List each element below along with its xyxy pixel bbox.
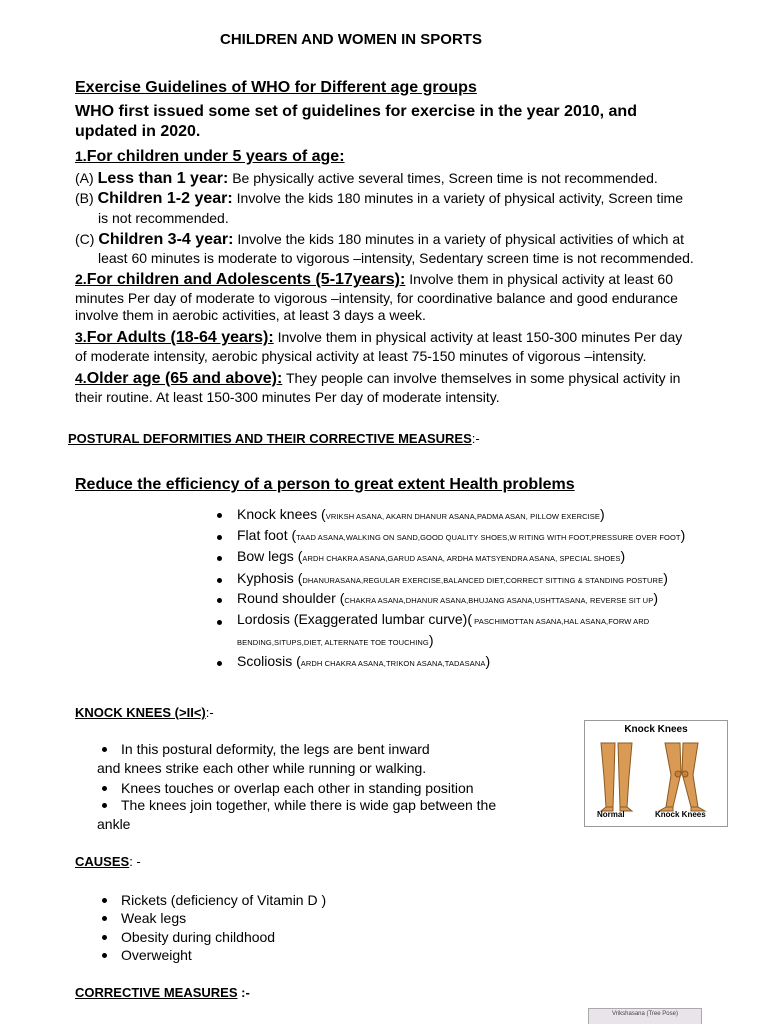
- bullet: [217, 513, 222, 518]
- legs-graphic: [585, 737, 727, 817]
- section-3: [75, 329, 682, 346]
- causes-heading-line: [75, 853, 141, 870]
- deformity-close: ): [428, 632, 434, 648]
- cause-item: Overweight: [121, 947, 192, 963]
- deformity-close: ): [600, 506, 605, 522]
- label-knock-knees: Knock Knees: [655, 810, 706, 819]
- deformity-name: Round shoulder (: [237, 590, 345, 606]
- item-c: [75, 231, 684, 248]
- section-3-heading: For Adults (18-64 years):: [86, 329, 274, 346]
- tree-pose-caption: Vrikshasana (Tree Pose): [612, 1011, 678, 1017]
- knock-point-3-cont: ankle: [97, 816, 131, 832]
- bullet: [217, 598, 222, 603]
- deformity-name: Knock knees (: [237, 506, 326, 522]
- deformity-close: ): [620, 548, 626, 564]
- section-4-number: 4.: [75, 370, 87, 386]
- deformity-item: [237, 611, 649, 630]
- item-b-heading: Children 1-2 year:: [97, 190, 233, 207]
- bullet: [102, 916, 107, 921]
- bullet: [102, 898, 107, 903]
- tree-pose-illustration: [588, 1008, 702, 1024]
- bullet: [102, 935, 107, 940]
- section-3-text: Involve them in physical activity at least 150-300 minutes Per day: [277, 329, 683, 345]
- cause-item: Weak legs: [121, 910, 187, 926]
- deformity-detail: CHAKRA ASANA,DHANUR ASANA,BHUJANG ASANA,USHTTASANA, REVERSE SIT UP: [344, 596, 654, 605]
- section-2: [75, 271, 673, 288]
- causes-suffix: : -: [129, 854, 141, 869]
- section-1-heading: For children under 5 years of age:: [86, 148, 345, 165]
- illustration-title: Knock Knees: [624, 724, 688, 735]
- item-a-text: Be physically active several times, Screen time is not recommended.: [232, 170, 658, 186]
- deformity-close: ): [680, 527, 686, 543]
- who-intro-line2: updated in 2020.: [75, 123, 201, 140]
- item-b-label: (B): [75, 190, 94, 206]
- postural-heading: POSTURAL DEFORMITIES AND THEIR CORRECTIVE MEASURES: [68, 431, 472, 446]
- item-c-text: Involve the kids 180 minutes in a variety of physical activities of which at: [237, 231, 685, 247]
- knock-point-1-cont: and knees strike each other while running or walking.: [97, 760, 427, 776]
- who-heading: Exercise Guidelines of WHO for Different age groups: [75, 79, 477, 96]
- item-a-label: (A): [75, 170, 94, 186]
- bullet: [217, 556, 222, 561]
- deformity-item: [237, 527, 685, 546]
- normal-right-leg: [618, 743, 632, 807]
- section-2-text-3: involve them in aerobic activities, at least 3 days a week.: [75, 307, 426, 323]
- bullet: [102, 786, 107, 791]
- normal-left-leg: [601, 743, 615, 807]
- deformity-detail: ARDH CHAKRA ASANA,GARUD ASANA, ARDHA MATSYENDRA ASANA, SPECIAL SHOES: [302, 554, 621, 563]
- deformity-detail: BENDING,SITUPS,DIET, ALTERNATE TOE TOUCHING: [237, 638, 429, 647]
- bullet: [102, 747, 107, 752]
- deformity-close: ): [653, 590, 658, 606]
- item-b-text-cont: is not recommended.: [98, 210, 229, 226]
- corrective-heading: CORRECTIVE MEASURES: [75, 985, 238, 1000]
- deformity-item: [237, 570, 668, 589]
- bullet: [102, 953, 107, 958]
- postural-heading-suffix: :-: [471, 431, 480, 446]
- section-4-text: They people can involve themselves in some physical activity in: [285, 370, 681, 386]
- section-1: [75, 148, 345, 165]
- causes-heading: CAUSES: [75, 854, 130, 869]
- item-c-text-cont: least 60 minutes is moderate to vigorous –intensity, Sedentary screen time is not recommended.: [98, 250, 694, 266]
- knock-knees-suffix: :-: [205, 705, 214, 720]
- section-4-text-2: their routine. At least 150-300 minutes Per day of moderate intensity.: [75, 389, 500, 405]
- knock-point-2: Knees touches or overlap each other in standing position: [121, 780, 474, 796]
- bullet: [217, 578, 222, 583]
- deformity-item: [237, 548, 625, 567]
- section-2-number: 2.: [75, 271, 87, 287]
- knock-point-3: The knees join together, while there is wide gap between the: [121, 797, 497, 813]
- who-intro-line1: WHO first issued some set of guidelines for exercise in the year 2010, and: [75, 103, 637, 120]
- knock-knees-heading: KNOCK KNEES (>II<): [75, 705, 206, 720]
- item-b-text: Involve the kids 180 minutes in a variety of physical activity, Screen time: [236, 190, 683, 206]
- item-b: [75, 190, 683, 207]
- bullet: [217, 661, 222, 666]
- bullet: [217, 535, 222, 540]
- deformity-detail: PASCHIMOTTAN ASANA,HAL ASANA,FORW ARD: [472, 617, 650, 626]
- item-c-heading: Children 3-4 year:: [98, 231, 234, 248]
- item-a: [75, 170, 658, 187]
- bullet: [217, 620, 222, 625]
- section-2-text: Involve them in physical activity at least 60: [409, 271, 673, 287]
- deformity-detail: VRIKSH ASANA, AKARN DHANUR ASANA,PADMA ASAN, PILLOW EXERCISE: [325, 512, 600, 521]
- postural-heading-line: [68, 430, 480, 447]
- section-4-heading: Older age (65 and above):: [86, 370, 283, 387]
- deformity-name: Flat foot (: [237, 527, 297, 543]
- deformity-detail: DHANURASANA,REGULAR EXERCISE,BALANCED DIET,CORRECT SITTING & STANDING POSTURE: [302, 576, 664, 585]
- deformity-detail: ARDH CHAKRA ASANA,TRIKON ASANA,TADASANA: [300, 659, 486, 668]
- section-4: [75, 370, 680, 387]
- item-a-heading: Less than 1 year:: [97, 170, 229, 187]
- page-title: CHILDREN AND WOMEN IN SPORTS: [220, 31, 482, 48]
- deformity-close: ): [663, 570, 668, 586]
- deformity-item: [237, 653, 490, 672]
- section-2-heading: For children and Adolescents (5-17years):: [86, 271, 406, 288]
- item-c-label: (C): [75, 231, 95, 247]
- cause-item: Obesity during childhood: [121, 929, 276, 945]
- deformity-name: Scoliosis (: [237, 653, 301, 669]
- section-1-number: 1.: [75, 148, 87, 164]
- deformity-name: Lordosis (Exaggerated lumbar curve)(: [237, 611, 472, 627]
- deformity-item: [237, 590, 658, 609]
- deformity-detail: TAAD ASANA,WALKING ON SAND,GOOD QUALITY SHOES,W RITING WITH FOOT,PRESSURE OVER FOOT: [296, 533, 681, 542]
- bullet: [102, 803, 107, 808]
- corrective-suffix: :-: [237, 985, 250, 1000]
- knock-knees-heading-line: [75, 704, 214, 721]
- cause-item: Rickets (deficiency of Vitamin D ): [121, 892, 327, 908]
- section-3-text-2: of moderate intensity, aerobic physical activity at least 75-150 minutes of vigorous –intensity.: [75, 348, 647, 364]
- deformity-name: Bow legs (: [237, 548, 303, 564]
- deformity-close: ): [485, 653, 491, 669]
- corrective-heading-line: [75, 984, 250, 1001]
- deformity-item-cont: [237, 632, 434, 651]
- knock-point-1: In this postural deformity, the legs are bent inward: [121, 741, 430, 757]
- label-normal: Normal: [597, 810, 625, 819]
- deformity-item: [237, 506, 605, 525]
- knock-knees-illustration: [584, 720, 728, 827]
- section-3-number: 3.: [75, 329, 87, 345]
- postural-subheading: Reduce the efficiency of a person to great extent Health problems: [75, 476, 575, 493]
- section-2-text-2: minutes Per day of moderate to vigorous –intensity, for coordinative balance and good endurance: [75, 290, 678, 306]
- deformity-name: Kyphosis (: [237, 570, 303, 586]
